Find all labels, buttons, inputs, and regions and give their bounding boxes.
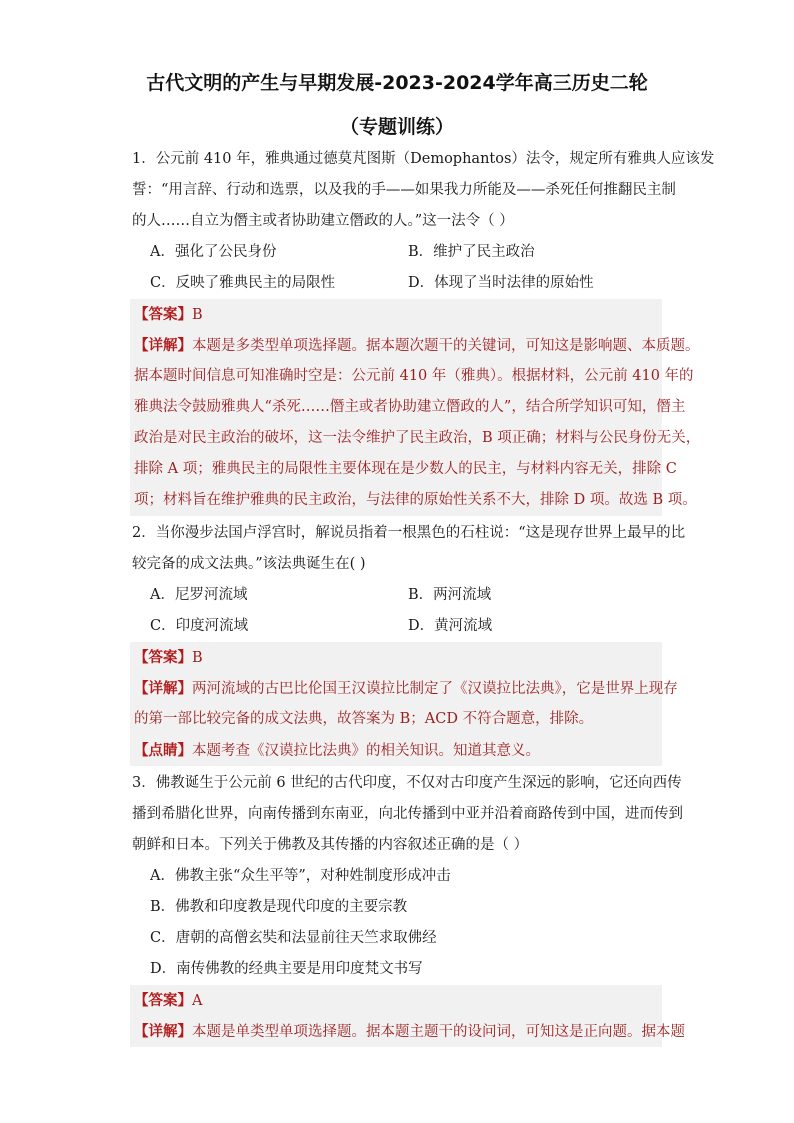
answer-line — [134, 299, 664, 331]
detail-line: 政治是对民主政治的破坏，这一法令维护了民主政治，B 项正确；材料与公民身份无关， — [134, 430, 701, 446]
document-title: 古代文明的产生与早期发展-2023-2024学年高三历史二轮 — [146, 72, 648, 94]
question-stem-line: 播到希腊化世界，向南传播到东南亚，向北传播到中亚并沿着商路传到中国，进而传到 — [132, 806, 683, 822]
answer-line — [134, 642, 664, 674]
option-c: C．唐朝的高僧玄奘和法显前往天竺求取佛经 — [150, 930, 437, 946]
answer-tag: 【答案】 — [134, 992, 192, 1009]
option-d: D．黄河流域 — [408, 618, 493, 634]
detail-line: 【详解】两河流域的古巴比伦国王汉谟拉比制定了《汉谟拉比法典》，它是世界上现存 — [134, 680, 678, 697]
detail-line: 排除 A 项；雅典民主的局限性主要体现在是少数人的民主，与材料内容无关，排除 C — [134, 461, 677, 477]
detail-line: 【详解】本题是单类型单项选择题。据本题主题干的设问词，可知这是正向题。据本题 — [134, 1023, 685, 1040]
detail-line: 雅典法令鼓励雅典人“杀死……僭主或者协助建立僭政的人”，结合所学知识可知，僭主 — [134, 399, 686, 415]
answer-value: B — [192, 307, 203, 323]
option-b: B．维护了民主政治 — [408, 244, 535, 260]
option-d: D．体现了当时法律的原始性 — [408, 275, 594, 291]
question-stem-line: 2．当你漫步法国卢浮宫时，解说员指着一根黑色的石柱说：“这是现存世界上最早的比 — [132, 525, 686, 541]
detail-line: 项；材料旨在维护雅典的民主政治，与法律的原始性关系不大，排除 D 项。故选 B 项。 — [134, 492, 697, 508]
note-line: 【点睛】本题考查《汉谟拉比法典》的相关知识。知道其意义。 — [134, 742, 540, 759]
answer-panel — [130, 299, 701, 516]
answer-panel — [130, 985, 685, 1047]
answer-value: A — [192, 993, 203, 1009]
option-c: C．反映了雅典民主的局限性 — [150, 275, 336, 291]
question-stem-line: 的人……自立为僭主或者协助建立僭政的人。”这一法令（ ） — [132, 213, 514, 229]
answer-value: B — [192, 650, 203, 666]
option-d: D．南传佛教的经典主要是用印度梵文书写 — [150, 961, 423, 977]
note-tag: 【点睛】 — [134, 742, 192, 759]
detail-line: 据本题时间信息可知准确时空是：公元前 410 年（雅典）。根据材料，公元前 410 年的 — [134, 368, 694, 384]
option-a: A．强化了公民身份 — [150, 244, 277, 260]
answer-line — [134, 985, 664, 1017]
question-stem-line: 朝鲜和日本。下列关于佛教及其传播的内容叙述正确的是（ ） — [132, 837, 529, 853]
document-subtitle: （专题训练） — [339, 116, 454, 138]
question-stem-line: 3．佛教诞生于公元前 6 世纪的古代印度，不仅对古印度产生深远的影响，它还向西传 — [132, 775, 682, 791]
option-a: A．佛教主张“众生平等”，对种姓制度形成冲击 — [150, 868, 451, 884]
option-b: B．两河流域 — [408, 587, 492, 603]
detail-tag: 【详解】 — [134, 337, 192, 354]
detail-line: 【详解】本题是多类型单项选择题。据本题次题干的关键词，可知这是影响题、本质题。 — [134, 337, 700, 354]
question-stem-line: 誓：“用言辞、行动和选票，以及我的手——如果我力所能及——杀死任何推翻民主制 — [132, 182, 676, 198]
detail-tag: 【详解】 — [134, 680, 192, 697]
question-stem-line: 1．公元前 410 年，雅典通过德莫芃图斯（Demophantos）法令，规定所有雅典人应该发 — [132, 151, 715, 167]
option-a: A．尼罗河流域 — [150, 587, 248, 603]
detail-line: 的第一部比较完备的成文法典，故答案为 B；ACD 不符合题意，排除。 — [134, 711, 594, 727]
answer-tag: 【答案】 — [134, 306, 192, 323]
detail-tag: 【详解】 — [134, 1023, 192, 1040]
option-b: B．佛教和印度教是现代印度的主要宗教 — [150, 899, 408, 915]
answer-panel — [130, 642, 678, 766]
question-stem-line: 较完备的成文法典。”该法典诞生在( ) — [132, 556, 366, 572]
option-c: C．印度河流域 — [150, 618, 249, 634]
answer-tag: 【答案】 — [134, 649, 192, 666]
